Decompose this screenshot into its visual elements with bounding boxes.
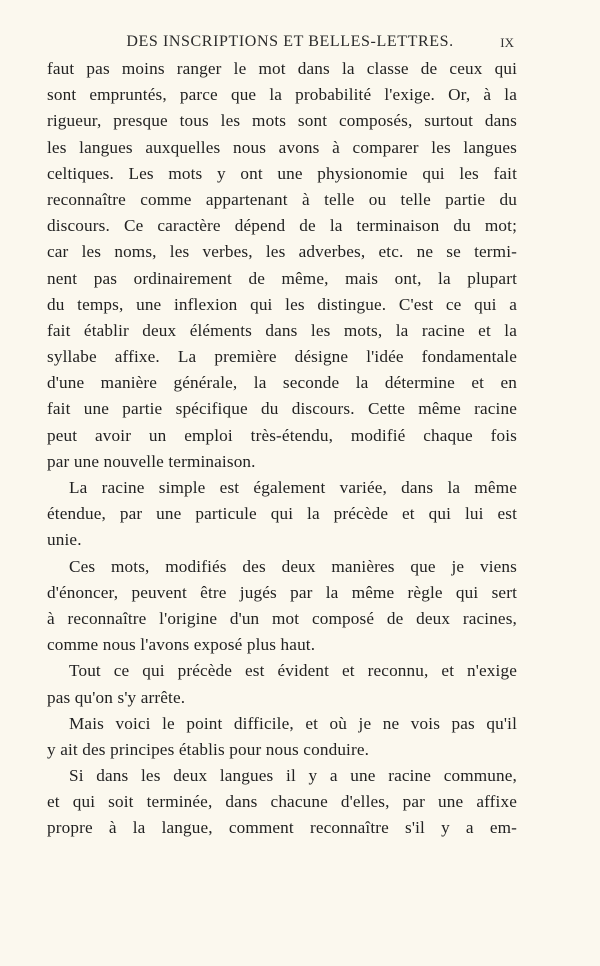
text-line: car les noms, les verbes, les adverbes, etc. ne se termi- bbox=[47, 242, 517, 262]
text-line: sont empruntés, parce que la probabilité l'exige. Or, à la bbox=[47, 85, 517, 105]
paragraph-start-line: Mais voici le point difficile, et où je ne vois pas qu'il bbox=[69, 713, 517, 733]
paragraph-start-line: La racine simple est également variée, dans la même bbox=[69, 478, 517, 497]
paragraph-start-line: Ces mots, modifiés des deux manières que je viens bbox=[69, 556, 517, 576]
text-line: faut pas moins ranger le mot dans la classe de ceux qui bbox=[47, 59, 517, 78]
text-line: d'une manière générale, la seconde la détermine et en bbox=[47, 373, 517, 393]
text-line: d'énoncer, peuvent être jugés par la même règle qui sert bbox=[47, 582, 517, 602]
page-number: IX bbox=[500, 35, 514, 50]
running-title: DES INSCRIPTIONS ET BELLES-LETTRES. bbox=[126, 33, 454, 50]
paragraph-end-line: comme nous l'avons exposé plus haut. bbox=[47, 635, 316, 655]
paragraph-end-line: unie. bbox=[47, 530, 82, 550]
text-line: du temps, une inflexion qui les distingue. C'est ce qui a bbox=[47, 294, 517, 314]
text-line: étendue, par une particule qui la précède et qui lui est bbox=[47, 504, 517, 524]
paragraph-end-line: pas qu'on s'y arrête. bbox=[47, 687, 186, 707]
text-line: syllabe affixe. La première désigne l'idée fondamentale bbox=[47, 347, 517, 367]
text-line: reconnaître comme appartenant à telle ou telle partie du bbox=[47, 189, 517, 209]
paragraph-end-line: par une nouvelle terminaison. bbox=[47, 451, 256, 471]
text-line: nent pas ordinairement de même, mais ont, la plupart bbox=[47, 268, 517, 288]
text-line: rigueur, presque tous les mots sont composés, surtout dans bbox=[47, 111, 517, 131]
paragraph-start-line: Si dans les deux langues il y a une racine commune, bbox=[69, 766, 517, 786]
body-text bbox=[47, 56, 517, 842]
text-line: celtiques. Les mots y ont une physionomie qui les fait bbox=[47, 163, 517, 183]
text-line: propre à la langue, comment reconnaître s'il y a em- bbox=[47, 818, 517, 838]
text-line: discours. Ce caractère dépend de la terminaison du mot; bbox=[47, 216, 517, 236]
paragraph-start-line: Tout ce qui précède est évident et reconnu, et n'exige bbox=[69, 661, 517, 681]
text-line: peut avoir un emploi très-étendu, modifié chaque fois bbox=[47, 425, 517, 445]
text-line: fait une partie spécifique du discours. Cette même racine bbox=[47, 399, 517, 419]
text-line: les langues auxquelles nous avons à comparer les langues bbox=[47, 137, 517, 157]
text-line: à reconnaître l'origine d'un mot composé de deux racines, bbox=[47, 608, 517, 628]
text-line: fait établir deux éléments dans les mots, la racine et la bbox=[47, 320, 517, 340]
text-line: et qui soit terminée, dans chacune d'elles, par une affixe bbox=[47, 792, 517, 812]
paragraph-end-line: y ait des principes établis pour nous conduire. bbox=[47, 739, 370, 759]
